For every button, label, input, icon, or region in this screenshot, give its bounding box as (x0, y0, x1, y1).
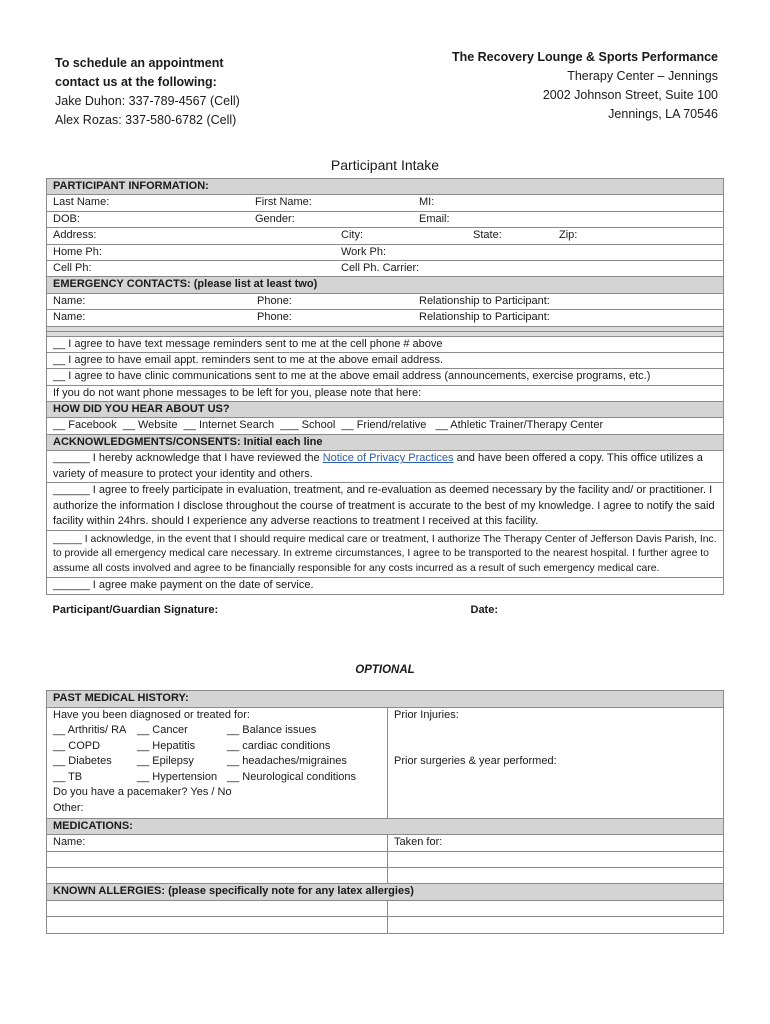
dob-row[interactable] (47, 211, 724, 227)
agree-email-reminders[interactable]: __ I agree to have email appt. reminders sent to me at the above email address. (47, 352, 724, 368)
consent-participation[interactable]: ______ I agree to freely participate in evaluation, treatment, and re-evaluation as deemed necessary by the facility and/ or practitioner. I authorize the information I disclose throughout the course of treatment is accurate to the best of my knowledge. I agree to notify the said facility within 24hrs. should I experience any adverse reactions to treatment I received at this facility. (47, 483, 724, 531)
medication-name-cell[interactable] (47, 867, 388, 883)
prior-surgeries-label: Prior surgeries & year performed: (394, 755, 557, 767)
home-phone-label: Home Ph: (53, 245, 102, 258)
first-name-label: First Name: (255, 196, 312, 209)
emergency-name-label: Name: (53, 311, 86, 324)
conditions-checklist[interactable] (47, 707, 388, 818)
section-known-allergies: KNOWN ALLERGIES: (please specifically note for any latex allergies) (47, 884, 724, 901)
condition-headaches[interactable]: __ headaches/migraines (227, 755, 347, 767)
emergency-phone-label: Phone: (257, 311, 292, 324)
consent-emergency-care[interactable]: _____ I acknowledge, in the event that I should require medical care or treatment, I authorize The Therapy Center of Jefferson Davis Parish, Inc. to provide all emergency medical care necessary. In extreme circumstances, I agree to be transported to the nearest hospital. I further agree to assume all costs involved and agree to be financially responsible for any costs incurred as a result of such emergency medical care. (47, 530, 724, 578)
medication-taken-for-cell[interactable] (388, 851, 724, 867)
history-question-text: Have you been diagnosed or treated for: (53, 708, 250, 721)
condition-cardiac[interactable]: __ cardiac conditions (227, 739, 331, 752)
mi-label: MI: (419, 196, 435, 209)
intake-form (46, 178, 724, 617)
section-emergency-contacts: EMERGENCY CONTACTS: (please list at least two) (47, 277, 724, 293)
condition-balance[interactable]: __ Balance issues (227, 724, 317, 736)
address-label: Address: (53, 229, 97, 242)
home-phone-row[interactable] (47, 244, 724, 260)
facility-block (452, 48, 718, 124)
allergy-cell[interactable] (388, 900, 724, 916)
condition-arthritis[interactable]: __ Arthritis/ RA (53, 724, 127, 736)
last-name-label: Last Name: (53, 196, 110, 209)
consent-privacy-text-end: and have been offered a copy. This office utilizes a variety of measure to protect your identity and others. (53, 452, 703, 480)
condition-hypertension[interactable]: __ Hypertension (137, 770, 218, 783)
phone-message-note[interactable]: If you do not want phone messages to be left for you, please note that here: (47, 385, 724, 401)
facility-address: 2002 Johnson Street, Suite 100 (542, 88, 718, 102)
condition-epilepsy[interactable]: __ Epilepsy (137, 755, 194, 767)
prior-history-cell[interactable] (388, 707, 724, 818)
prior-injuries-label: Prior Injuries: (394, 708, 459, 721)
dob-label: DOB: (53, 212, 80, 225)
allergy-cell[interactable] (388, 917, 724, 933)
condition-copd[interactable]: __ COPD (53, 739, 101, 752)
city-label: City: (341, 229, 363, 242)
contact-person-2: Alex Rozas: 337-580-6782 (Cell) (55, 113, 237, 127)
email-label: Email: (419, 212, 450, 225)
cell-phone-label: Cell Ph: (53, 261, 92, 274)
date-label: Date: (470, 603, 499, 616)
condition-cancer[interactable]: __ Cancer (137, 724, 188, 736)
allergy-cell[interactable] (47, 917, 388, 933)
cell-carrier-label: Cell Ph. Carrier: (341, 261, 420, 274)
emergency-contact-row-1[interactable] (47, 293, 724, 309)
medication-name-cell[interactable] (47, 851, 388, 867)
facility-line-2: Therapy Center – Jennings (567, 69, 718, 83)
agree-clinic-communications[interactable]: __ I agree to have clinic communications sent to me at the above email address (announcements, exercise programs, etc.) (47, 369, 724, 385)
facility-city: Jennings, LA 70546 (608, 107, 718, 121)
section-medications: MEDICATIONS: (47, 818, 724, 835)
page-title: Participant Intake (330, 157, 440, 173)
state-label: State: (473, 229, 502, 242)
privacy-notice-link[interactable]: Notice of Privacy Practices (322, 452, 454, 465)
emergency-phone-label: Phone: (257, 294, 292, 307)
consent-privacy[interactable] (47, 451, 724, 483)
section-past-medical-history: PAST MEDICAL HISTORY: (47, 691, 724, 708)
condition-hepatitis[interactable]: __ Hepatitis (137, 739, 196, 752)
agree-text-reminders[interactable]: __ I agree to have text message reminders sent to me at the cell phone # above (47, 336, 724, 352)
medication-name-header: Name: (47, 835, 388, 852)
medication-taken-for-header: Taken for: (388, 835, 724, 852)
allergy-cell[interactable] (47, 900, 388, 916)
history-question (53, 708, 381, 724)
emergency-relationship-label: Relationship to Participant: (419, 294, 550, 307)
emergency-name-label: Name: (53, 294, 86, 307)
work-phone-label: Work Ph: (341, 245, 387, 258)
facility-name: The Recovery Lounge & Sports Performance (451, 50, 718, 64)
signature-row[interactable] (47, 594, 724, 617)
contact-person-1: Jake Duhon: 337-789-4567 (Cell) (55, 94, 240, 108)
zip-label: Zip: (559, 229, 578, 242)
contact-line-1: To schedule an appointment (55, 56, 224, 70)
condition-diabetes[interactable]: __ Diabetes (53, 755, 112, 767)
section-participant-info: PARTICIPANT INFORMATION: (47, 179, 724, 195)
contact-block (55, 54, 240, 130)
medication-taken-for-cell[interactable] (388, 867, 724, 883)
condition-tb[interactable]: __ TB (53, 770, 83, 783)
consent-payment[interactable]: ______ I agree make payment on the date of service. (47, 578, 724, 594)
cell-phone-row[interactable] (47, 260, 724, 276)
contact-line-2: contact us at the following: (55, 75, 217, 89)
gender-label: Gender: (255, 212, 295, 225)
condition-neurological[interactable]: __ Neurological conditions (227, 770, 357, 783)
signature-label: Participant/Guardian Signature: (52, 603, 219, 616)
referral-options[interactable]: __ Facebook __ Website __ Internet Search ___ School __ Friend/relative __ Athletic Trainer/Therapy Center (47, 418, 724, 434)
emergency-relationship-label: Relationship to Participant: (419, 311, 550, 324)
consent-privacy-text: ______ I hereby acknowledge that I have reviewed the (53, 452, 323, 465)
section-consents: ACKNOWLEDGMENTS/CONSENTS: Initial each line (47, 434, 724, 450)
other-conditions-label[interactable]: Other: (53, 801, 84, 814)
pacemaker-question[interactable]: Do you have a pacemaker? Yes / No (53, 786, 232, 798)
section-how-did-you-hear: HOW DID YOU HEAR ABOUT US? (47, 402, 724, 418)
optional-heading: OPTIONAL (355, 664, 415, 676)
medical-history-form (46, 690, 724, 934)
address-row[interactable] (47, 228, 724, 244)
emergency-contact-row-2[interactable] (47, 310, 724, 326)
name-row[interactable] (47, 195, 724, 211)
